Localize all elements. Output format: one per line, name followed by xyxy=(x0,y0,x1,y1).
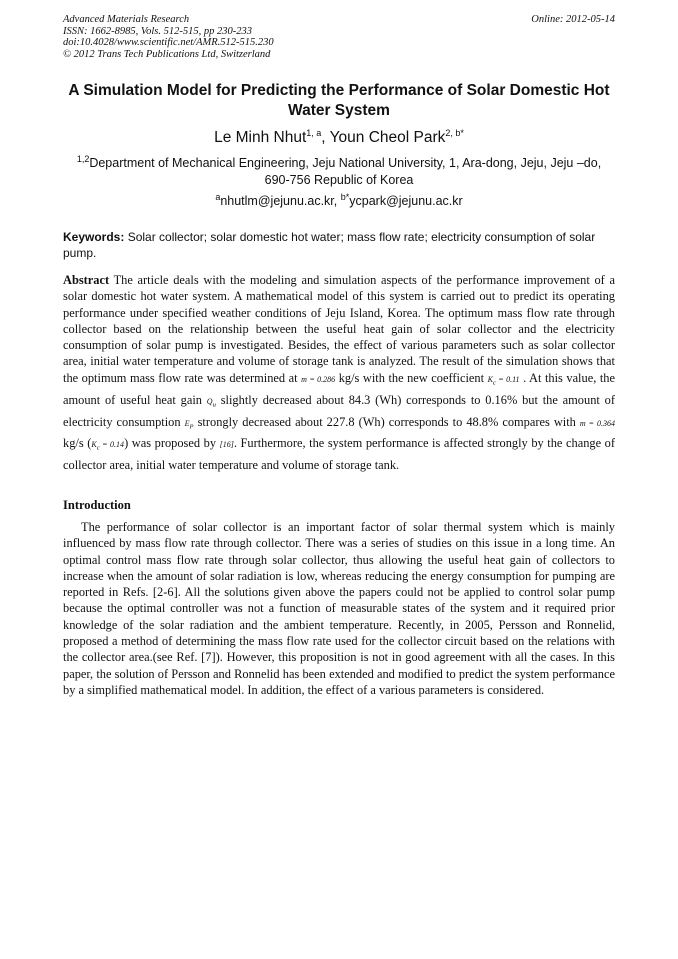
journal-name: Advanced Materials Research xyxy=(63,14,190,25)
email-superscript: a xyxy=(215,191,221,202)
math-qu: $Q_u$ xyxy=(206,396,216,409)
math-kc-new: $K_c = 0.11$ xyxy=(487,374,520,387)
author-superscript: 2, b* xyxy=(445,127,464,138)
introduction-paragraph: The performance of solar collector is an important factor of solar thermal system which is mainly influenced by mass flow rate through collector. There was a series of studies on this issue in a long time. An optimal control mass flow rate through solar collector, thus allowing the useful heat gain of collectors to increase when the amount of solar radiation is low, whereas reducing the energy consumption for pumping are reported in Refs. [2-6]. All the solutions given above the papers could not be applied to control solar pump because the optimal controller was not a function of measurable states of the system and it required prior knowledge of the solar radiation and the ambient temperature. Recently, in 2005, Persson and Ronnelid, proposed a method of determining the mass flow rate used for the collector circuit based on the relations with the collector area.(see Ref. [7]). However, this proposition is not in good agreement with all the cases. In this paper, the solution of Persson and Ronnelid has been extended and modified to predict the system performance by a simplified mathematical model. In addition, the effect of a various parameters is considered. xyxy=(63,520,615,697)
keywords-text: Solar collector; solar domestic hot water; mass flow rate; electricity consumption of solar pump. xyxy=(63,230,596,260)
email-link[interactable]: nhutlm@jejunu.ac.kr xyxy=(220,194,334,208)
section-heading: Introduction xyxy=(63,498,131,512)
abstract-text: kg/s ( xyxy=(63,436,92,451)
keywords xyxy=(63,229,615,261)
email-superscript: b* xyxy=(340,191,350,202)
affiliation-text: Department of Mechanical Engineering, Jeju National University, 1, Ara-dong, Jeju, Jeju –do, 690-756 Republic of Korea xyxy=(89,156,602,187)
math-mass-flow-optimum: m = 0.286 xyxy=(301,374,336,384)
author-name: Youn Cheol Park xyxy=(329,129,446,146)
journal-header xyxy=(63,14,615,60)
author-superscript: 1, a xyxy=(306,127,322,138)
math-kc-ref: $K_c = 0.14$ xyxy=(91,440,125,453)
author-line xyxy=(60,128,618,147)
email-line xyxy=(60,193,618,209)
email-separator: , xyxy=(333,194,341,208)
paper-title: A Simulation Model for Predicting the Performance of Solar Domestic Hot Water System xyxy=(68,82,610,119)
author-separator: , xyxy=(321,129,330,146)
author-name: Le Minh Nhut xyxy=(214,129,307,146)
abstract-label: Abstract xyxy=(63,273,110,287)
abstract-text: . Furthermore, the system performance is affected strongly by the change of collector area, initial water temperature and volume of storage tank. xyxy=(63,436,615,473)
abstract-text: The article deals with the modeling and simulation aspects of the performance improvement of a solar domestic hot water system. A mathematical model of this system is carried out to predict its operating performance under specified weather conditions of Jeju Island, Korea. The optimum mass flow rate through collector based on the relationship between the useful heat gain of solar collector and the electricity consumption of solar pump is investigated. Besides, the effect of various parameters such as solar collector area, initial water temperature and volume of storage tank is analyzed. The result of the simulation shows that the optimum mass flow rate was determined at xyxy=(63,273,615,385)
keywords-label: Keywords: xyxy=(63,230,125,244)
abstract-text: kg/s with the new coefficient xyxy=(338,370,485,385)
abstract-text: ) was proposed by xyxy=(124,436,217,451)
math-mass-flow-ref: m = 0.364 xyxy=(579,418,615,428)
affiliation-superscript: 1,2 xyxy=(76,153,90,164)
online-date: Online: 2012-05-14 xyxy=(531,14,615,25)
citation-ref: [16] xyxy=(219,440,234,450)
abstract-text: . At this value, the amount of useful heat gain xyxy=(63,370,615,407)
math-ep: $E_P$ xyxy=(184,418,194,431)
abstract xyxy=(63,272,615,474)
abstract-text: strongly decreased about 227.8 (Wh) corresponds to 48.8% compares with xyxy=(197,414,576,429)
copyright-line: © 2012 Trans Tech Publications Ltd, Switzerland xyxy=(63,48,271,60)
doi-line: doi:10.4028/www.scientific.net/AMR.512-515.230 xyxy=(63,37,274,48)
issn-line: ISSN: 1662-8985, Vols. 512-515, pp 230-233 xyxy=(63,25,252,37)
email-link[interactable]: ycpark@jejunu.ac.kr xyxy=(349,194,463,208)
affiliation xyxy=(70,155,608,189)
abstract-text: slightly decreased about 84.3 (Wh) corresponds to 0.16% but the amount of electricity consumption xyxy=(63,392,615,429)
